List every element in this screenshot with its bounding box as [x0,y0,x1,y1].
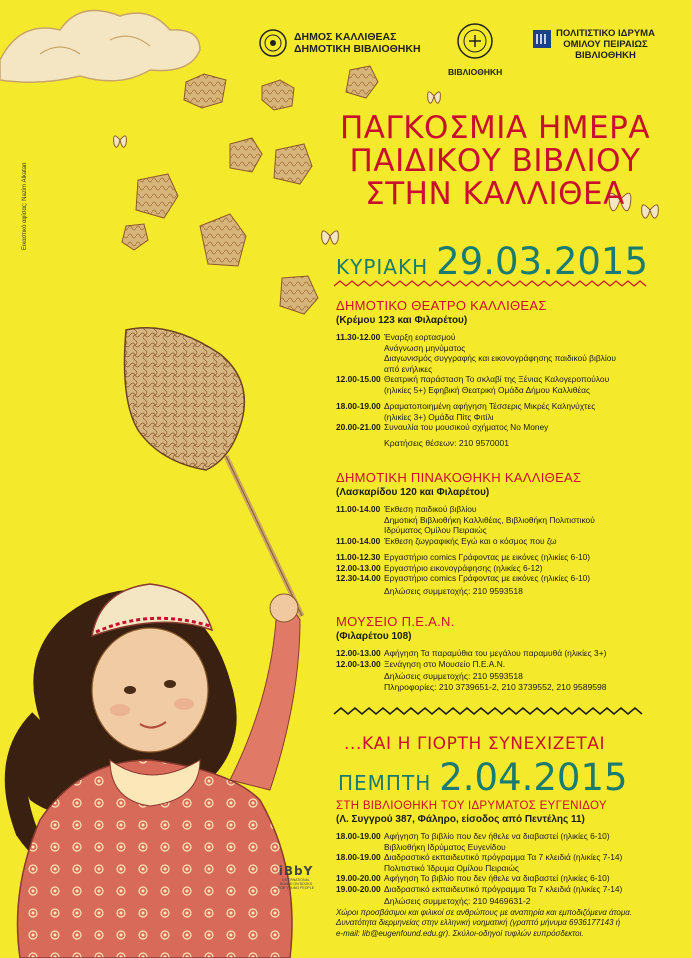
section4-venue: ΣΤΗ ΒΙΒΛΙΟΘΗΚΗ ΤΟΥ ΙΔΡΥΜΑΤΟΣ ΕΥΓΕΝΙΔΟΥ [336,800,607,812]
footer-line3: e-mail: lib@eugenfound.edu.gr). Σκύλοι-οδηγοί τυφλών ευπρόσδεκτοι. [336,928,584,938]
section3-info2: Πληροφορίες: 210 3739651-2, 210 3739552, 210 9589598 [384,681,607,692]
title-line1: ΠΑΓΚΟΣΜΙΑ ΗΜΕΡΑ [339,110,651,146]
schedule-row: Βιβλιοθήκη Ιδρύματος Ευγενίδου [384,841,506,852]
schedule-row: 12.00-13.00 Εργαστήριο εικονογράφησης (ηλικίες 6-12) [336,562,543,573]
schedule-row: 11.30-12.00 Έναρξη εορτασμού [336,332,456,342]
schedule-row: 12.30-14.00 Εργαστήριο comics Γράφοντας με εικόνες (ηλικίες 6-10) [336,573,591,583]
schedule-row: (ηλικίες 5+) Εφηβική Θεατρική Ομάδα Δήμου Καλλιθέας [384,384,591,395]
section3-address: (Φιλαρέτου 108) [336,631,412,642]
ibby-mark: iBbY [278,864,314,878]
piraeus-mark-icon [532,28,552,50]
schedule-row: Ανάγνωση μηνύματος [384,342,466,353]
cloud-icon [0,10,200,82]
date1-day: ΚΥΡΙΑΚΗ [336,255,429,279]
schedule-row: 11.00-14.00 Έκθεση παιδικού βιβλίου [336,504,477,514]
schedule-row: Δημοτική Βιβλιοθήκη Καλλιθέας, Βιβλιοθήκη Πολιτιστικού [384,514,595,525]
schedule-row: 11.00-12.30 Εργαστήριο comics Γράφοντας με εικόνες (ηλικίες 6-10) [336,552,591,562]
section-theatre [336,298,616,448]
schedule-row: Ιδρύματος Ομίλου Πειραιώς [384,525,487,535]
schedule-row: (ηλικίες 3+) Ομάδα Πίτς Φιτίλι [384,411,494,422]
poster-title [300,112,690,211]
schedule-row: 18.00-19.00 Δραματοποιημένη αφήγηση Τέσσερις Μικρές Καληνύχτες [336,401,596,411]
section1-address: (Κρέμου 123 και Φιλαρέτου) [336,315,468,326]
date-thursday [338,756,628,799]
schedule-row: 19.00-20.00 Διαδραστικό εκπαιδευτικό πρόγραμμα Τα 7 κλειδιά (ηλικίες 7-14) [336,883,623,894]
section2-info: Δηλώσεις συμμετοχής: 210 9593518 [384,585,523,596]
schedule-row: 12.00-13.00 Ξενάγηση στο Μουσείο Π.Ε.Α.Ν. [336,658,506,669]
piraeus-line2: ΟΜΙΛΟΥ ΠΕΙΡΑΙΩΣ [563,39,648,50]
date-sunday [336,240,648,283]
section-museum [336,614,607,692]
section4-info: Δηλώσεις συμμετοχής: 210 9469631-2 [384,896,531,906]
schedule-row: Διαγωνισμός συγγραφής και εικονογράφησης παιδικού βιβλίου [384,353,616,363]
dimos-line2: ΔΗΜΟΤΙΚΗ ΒΙΒΛΙΟΘΗΚΗ [294,43,421,55]
title-line3: ΣΤΗΝ ΚΑΛΛΙΘΕΑ [365,176,625,212]
logo-row [258,22,678,82]
date2-day: ΠΕΜΠΤΗ [338,771,432,795]
section1-reservation: Κρατήσεις θέσεων: 210 9570001 [384,437,510,448]
footer-line2: Δυνατότητα διερμηνείας στην ελληνική νοηματική (γραπτό μήνυμα 6936177143 ή [336,918,621,928]
section2-address: (Λασκαρίδου 120 και Φιλαρέτου) [336,487,490,498]
illustration-credit: Εικαστικό αφίσας: Nazim Alkatan [22,162,28,250]
schedule-row: Πολιτιστικό Ίδρυμα Ομίλου Πειραιώς [384,862,519,873]
dimos-line1: ΔΗΜΟΣ ΚΑΛΛΙΘΕΑΣ [294,31,397,43]
eugenides-seal-icon [456,22,494,60]
butterfly-net [125,328,303,616]
schedule-row: από ενήλικες [384,363,433,374]
schedule-row: 19.00-20.00 Αφήγηση Το βιβλίο που δεν ήθελε να διαβαστεί (ηλικίες 6-10) [336,873,610,883]
schedule-row: 18.00-19.00 Αφήγηση Το βιβλίο που δεν ήθελε να διαβαστεί (ηλικίες 6-10) [336,831,610,841]
section4-address: (Λ. Συγγρού 387, Φάληρο, είσοδος από Πεντέλης 11) [336,814,585,825]
footer-line1: Χώροι προσβάσιμοι και φιλικοί σε ανθρώπους με αναπηρία και εμποδιζόμενα άτομα. [336,908,633,917]
ibby-small-text: INTERNATIONAL BOARD ON BOOKS FOR YOUNG PEOPLE [277,878,315,890]
dimos-seal-icon [258,28,288,58]
section1-venue: ΔΗΜΟΤΙΚΟ ΘΕΑΤΡΟ ΚΑΛΛΙΘΕΑΣ [336,298,547,313]
piraeus-foundation-logo [532,28,655,61]
schedule-row: 12.00-13.00 Αφήγηση Τα παραμύθια του μεγάλου παραμυθά (ηλικίες 3+) [336,648,607,658]
schedule-row: 12.00-15.00 Θεατρική παράσταση Το σκλαβί της Ξένιας Καλογεροπούλου [336,374,610,384]
schedule-row: 11.00-14.00 Έκθεση ζωγραφικής Εγώ και ο κόσμος που ζω [336,535,557,546]
zigzag-divider-middle [334,708,642,714]
eugenides-logo [448,22,502,77]
ibby-logo [276,864,316,890]
section2-venue: ΔΗΜΟΤΙΚΗ ΠΙΝΑΚΟΘΗΚΗ ΚΑΛΛΙΘΕΑΣ [336,470,582,485]
continues-heading: ...ΚΑΙ Η ΓΙΟΡΤΗ ΣΥΝΕΧΙΖΕΤΑΙ [344,734,606,754]
piraeus-line1: ΠΟΛΙΤΙΣΤΙΚΟ ΙΔΡΥΜΑ [556,28,655,39]
accessibility-footer [336,908,632,939]
piraeus-line3: ΒΙΒΛΙΟΘΗΚΗ [575,50,636,61]
section3-info1: Δηλώσεις συμμετοχής: 210 9593518 [384,671,523,681]
schedule-row: 18.00-19.00 Διαδραστικό εκπαιδευτικό πρόγραμμα Τα 7 κλειδιά (ηλικίες 7-14) [336,852,623,862]
eugenides-label: ΒΙΒΛΙΟΘΗΚΗ [448,67,503,77]
section-eugenides [336,800,622,907]
section3-venue: ΜΟΥΣΕΙΟ Π.Ε.Α.Ν. [336,614,455,629]
date1-date: 29.03.2015 [436,240,648,283]
section-gallery [336,470,595,596]
schedule-row: 20.00-21.00 Συναυλία του μουσικού σχήματος No Money [336,422,549,432]
title-line2: ΠΑΙΔΙΚΟΥ ΒΙΒΛΙΟΥ [349,143,641,179]
dimos-kallitheas-logo [258,28,421,58]
date2-date: 2.04.2015 [439,756,628,799]
girl-illustration [16,584,300,958]
